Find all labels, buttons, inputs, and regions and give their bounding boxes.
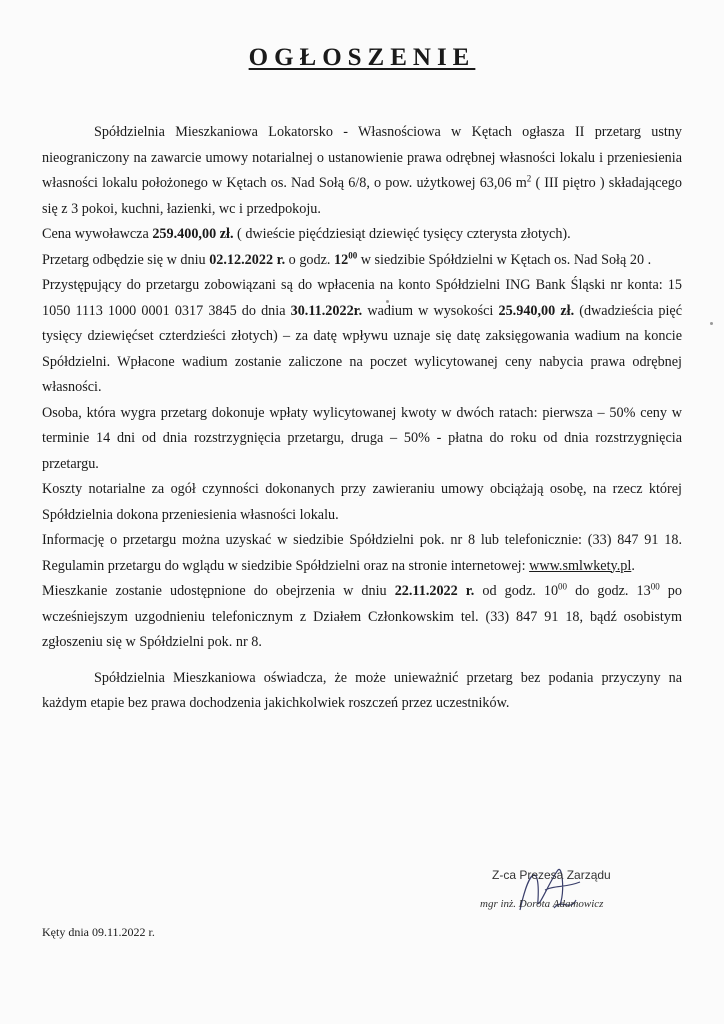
auction-date: 02.12.2022 r. <box>209 251 286 268</box>
paragraph-auction-date: Przetarg odbędzie się w dniu 02.12.2022 r. o godz. $12^{00}$ w siedzibie Spółdzielni w Kętach os. Nad Sołą 20 . <box>42 249 652 268</box>
paragraph-information: Informację o przetargu można uzyskać w siedzibie Spółdzielni pok. nr 8 lub telefonicznie: (33) 847 91 18. Regulamin przetargu do wglądu w siedzibie Spółdzielni oraz na stronie internetowej: www.smlwkety.pl. <box>42 532 682 574</box>
scan-speck <box>710 322 713 325</box>
starting-price: 259.400,00 zł. <box>152 226 234 242</box>
paragraph-payment: Osoba, która wygra przetarg dokonuje wpłaty wylicytowanej kwoty w dwóch ratach: pierwsza – 50% ceny w terminie 14 dni od dnia rozstrzygnięcia przetargu, druga – 50% - płatna do roku od dnia rozstrzygnięcia przetargu. <box>42 404 682 472</box>
paragraph-starting-price: Cena wywoławcza 259.400,00 zł. ( dwieście pięćdziesiąt dziewięć tysięcy czterysta złotych). <box>42 226 571 242</box>
signatory-name: mgr inż. Dorota Adamowicz <box>480 898 604 910</box>
deposit-amount: 25.940,00 zł. <box>498 302 575 319</box>
website-link[interactable]: www.smlwkety.pl <box>529 557 632 574</box>
paragraph-deposit: Przystępujący do przetargu zobowiązani są do wpłacenia na konto Spółdzielni ING Bank Śląski nr konta: 15 1050 1113 1000 0001 0317 3845 do dnia 30.11.2022r. wadium w wysokości 25.940,00 zł. (dwadzieścia pięć tysięcy dziewięćset czterdzieści złotych) – za datę wpływu uznaje się datę zaksięgowania wadium na koncie Spółdzielni. Wpłacone wadium zostanie zaliczone na poczet wylicytowanej ceny nabycia prawa odrębnej własności. <box>42 277 683 395</box>
document-date: Kęty dnia 09.11.2022 r. <box>42 925 155 939</box>
signatory-role: Z-ca Prezesa Zarządu <box>492 868 611 882</box>
paragraph-notary-costs: Koszty notarialne za ogół czynności dokonanych przy zawieraniu umowy obciążają osobę, na rzecz której Spółdzielnia dokona przeniesienia własności lokalu. <box>42 481 682 523</box>
paragraph-auction-intro: Spółdzielnia Mieszkaniowa Lokatorsko - Własnościowa w Kętach ogłasza II przetarg ustny nieograniczony na zawarcie umowy notarialnej o ustanowienie prawa odrębnej własności lokalu i przeniesienia własności lokalu położonego w Kętach os. Nad Sołą 6/8, o pow. użytkowej 63,06 $m^2$ ( III piętro ) składającego się z 3 pokoi, kuchni, łazienki, wc i przedpokoju. <box>42 124 682 217</box>
announcement-body <box>42 120 682 717</box>
scan-speck <box>386 300 389 303</box>
paragraph-viewing: Mieszkanie zostanie udostępnione do obejrzenia w dniu 22.11.2022 r. od godz. $10^{00}$ do godz. $13^{00}$ po wcześniejszym uzgodnieniu telefonicznym z Działem Członkowskim tel. (33) 847 91 18, bądź osobistym zgłoszeniu się w Spółdzielni pok. nr 8. <box>42 581 682 650</box>
viewing-date: 22.11.2022 r. <box>394 583 475 599</box>
deposit-deadline: 30.11.2022r. <box>290 302 363 319</box>
paragraph-cancellation: Spółdzielnia Mieszkaniowa oświadcza, że może unieważnić przetarg bez podania przyczyny na każdym etapie bez prawa dochodzenia jakichkolwiek roszczeń przez uczestników. <box>42 669 682 711</box>
signature-block <box>470 860 670 920</box>
page-title: OGŁOSZENIE <box>248 44 476 71</box>
